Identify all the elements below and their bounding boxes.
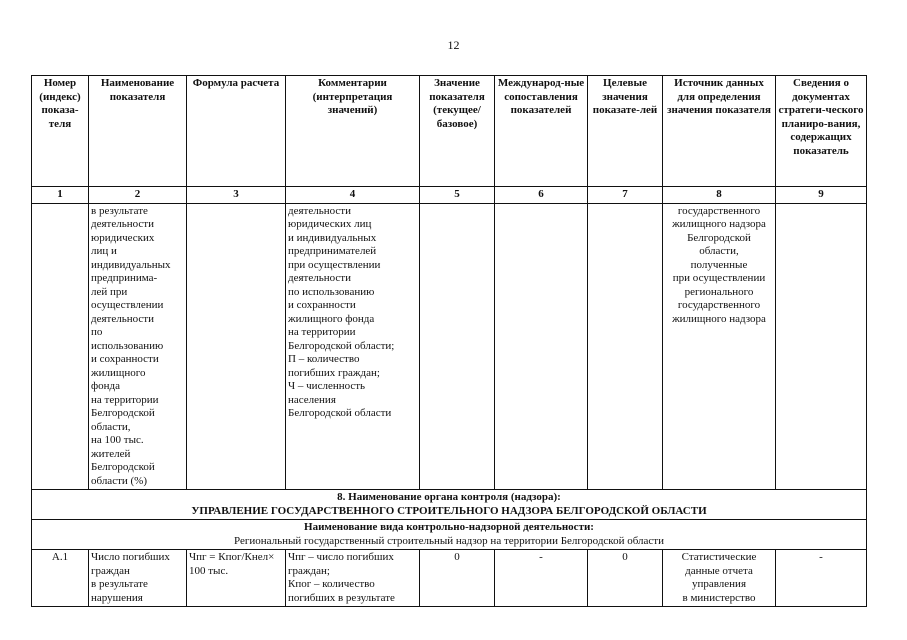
table-cell-indicator-name: Число погибших граждан в результате нарушения [89,550,187,607]
table-cell [32,203,89,490]
header-name: Наименование показателя [89,76,187,187]
column-number: 8 [663,187,776,204]
column-number: 1 [32,187,89,204]
table-cell-comments: деятельности юридических лиц и индивидуальных предпринимателей при осуществлении деятельности по использованию и сохранности жилищного фонда на территории Белгородской области; П – количество погибших граждан; Ч – численность населения Белгородской области [286,203,420,490]
section-subtitle-label: Наименование вида контрольно-надзорной деятельности: [304,521,594,533]
header-value: Значение показателя (текущее/ базовое) [420,76,495,187]
table-cell [495,203,588,490]
section-heading: 8. Наименование органа контроля (надзора): [337,491,561,503]
header-source: Источник данных для определения значения показателя [663,76,776,187]
table-cell-international: - [495,550,588,607]
header-target: Целевые значения показате-лей [588,76,663,187]
column-number: 7 [588,187,663,204]
section-authority: УПРАВЛЕНИЕ ГОСУДАРСТВЕННОГО СТРОИТЕЛЬНОГО НАДЗОРА БЕЛГОРОДСКОЙ ОБЛАСТИ [191,504,707,517]
column-number: 2 [89,187,187,204]
table-row-continued [32,203,867,490]
column-number: 5 [420,187,495,204]
table-cell-target: 0 [588,550,663,607]
header-documents: Сведения о документах стратеги-ческого планиро-вания, содержащих показатель [776,76,867,187]
indicators-table [31,75,867,607]
table-cell-source: государственного жилищного надзора Белгородской области, полученные при осуществлении регионального государственного жилищного надзора [663,203,776,490]
header-row [32,76,867,187]
table-cell-indicator-name: в результате деятельности юридических лиц и индивидуальных предпринима- лей при осуществлении деятельности по использованию и сохранности жилищного фонда на территории Белгородской области, на 100 тыс. жителей Белгородской области (%) [89,203,187,490]
section-title [32,490,867,520]
table-cell [776,203,867,490]
table-cell-index: А.1 [32,550,89,607]
header-index: Номер (индекс) показа-теля [32,76,89,187]
table-cell [420,203,495,490]
column-number: 4 [286,187,420,204]
table-cell [588,203,663,490]
header-comments: Комментарии (интерпретация значений) [286,76,420,187]
column-numbers-row [32,187,867,204]
table-cell-documents: - [776,550,867,607]
section-subtitle-value: Региональный государственный строительный надзор на территории Белгородской области [234,534,664,547]
table-cell-source: Статистические данные отчета управления в министерство [663,550,776,607]
page-number: 12 [447,38,460,52]
column-number: 3 [187,187,286,204]
table-cell-formula: Чпг = Кпог/Кнел× 100 тыс. [187,550,286,607]
table-cell [187,203,286,490]
table-cell-comments: Чпг – число погибших граждан; Кпог – количество погибших в результате [286,550,420,607]
table-cell-value: 0 [420,550,495,607]
section-subtitle [32,520,867,550]
column-number: 6 [495,187,588,204]
section-subtitle-row [32,520,867,550]
section-title-row [32,490,867,520]
column-number: 9 [776,187,867,204]
header-formula: Формула расчета [187,76,286,187]
header-international: Международ-ные сопоставления показателей [495,76,588,187]
table-row-a1 [32,550,867,607]
